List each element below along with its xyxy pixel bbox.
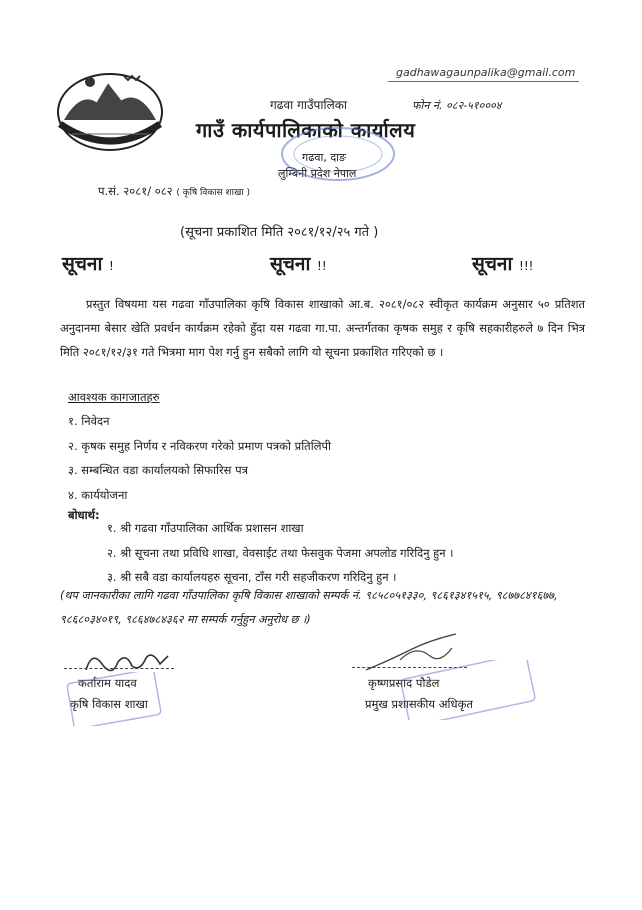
contact-info: (थप जानकारीका लागि गढवा गाँउपालिका कृषि विकास शाखाको सम्पर्क नं. ९८५८०५१३३०, ९८६१३४१५१५, ९८७७८४१६७७, ९८६८०३४०१९, ९८६४७८४३६२ मा सम्पर्क गर्नुहुन अनुरोध छ ।) xyxy=(60,589,558,626)
notice-word: सूचना xyxy=(270,253,311,275)
cc-item: २. श्री सूचना तथा प्रविधि शाखा, वेवसाईट तथा फेसवुक पेजमा अपलोड गरिदिनु हुन । xyxy=(107,546,454,560)
cc-item: ३. श्री सबै वडा कार्यालयहरु सूचना, टाँस गरी सहजीकरण गरिदिनु हुन । xyxy=(107,570,397,584)
notice-heading-1 xyxy=(62,250,114,276)
notice-word: सूचना xyxy=(472,253,513,275)
reference-number-text: प.सं. २०८१/ ०८२ xyxy=(98,184,173,198)
notice-word: सूचना xyxy=(62,253,103,275)
exclamation-mark: ! xyxy=(109,259,114,273)
signatory-left-dept: कृषि विकास शाखा xyxy=(70,697,148,711)
address-line-1: गढवा, दाङ xyxy=(302,151,347,164)
municipality-name: गढवा गाउँपालिका xyxy=(270,98,348,112)
office-stamp xyxy=(278,124,398,184)
notice-heading-3 xyxy=(472,250,533,276)
exclamation-mark: !!! xyxy=(519,259,534,273)
cc-item: १. श्री गढवा गाँउपालिका आर्थिक प्रशासन शाखा xyxy=(107,521,304,535)
cc-title: बोधार्थ: xyxy=(68,508,100,522)
name-stamp-left xyxy=(66,672,162,726)
phone-number: फोन नं. ०८२-५१०००४ xyxy=(412,99,502,112)
notice-heading-2 xyxy=(270,250,327,276)
reference-number xyxy=(98,184,250,199)
office-title: गाउँ कार्यपालिकाको कार्यालय xyxy=(196,118,416,142)
exclamation-mark: !! xyxy=(317,259,327,273)
reference-section: ( कृषि विकास शाखा ) xyxy=(176,188,251,198)
required-docs-title: आवश्यक कागजातहरु xyxy=(68,390,160,404)
address-line-2: लुम्बिनी प्रदेश नेपाल xyxy=(278,167,357,180)
email-address: gadhawagaunpalika@gmail.com xyxy=(396,66,576,79)
notice-body: प्रस्तुत विषयमा यस गढवा गाँउपालिका कृषि विकास शाखाको आ.ब. २०८१/०८२ स्वीकृत कार्यक्रम अनुसार ५० प्रतिशत अनुदानमा बेसार खेति प्रवर्धन कार्यक्रम रहेको हुँदा यस गढवा गा.पा. अन्तर्गतका कृषक समुह र कृषि सहकारीहरुले ७ दिन भित्र मिति २०८१/१२/३१ गते भित्रमा माग पेश गर्नु हुन सबैको लागि यो सूचना प्रकाशित गरिएको छ । xyxy=(60,297,585,359)
required-doc-item: ३. सम्बन्धित वडा कार्यालयको सिफारिस पत्र xyxy=(68,463,248,477)
required-doc-item: १. निवेदन xyxy=(68,414,110,428)
required-doc-item: ४. कार्ययोजना xyxy=(68,488,128,502)
signatory-right-title: प्रमुख प्रशासकीय अधिकृत xyxy=(365,697,473,711)
signatory-right-name: कृष्णप्रसाद पौडेल xyxy=(368,676,440,690)
signatory-left-name: कर्ताराम यादव xyxy=(78,676,137,690)
signature-line-left xyxy=(64,668,174,669)
name-stamp-right xyxy=(398,660,538,720)
required-doc-item: २. कृषक समुह निर्णय र नविकरण गरेको प्रमाण पत्रको प्रतिलिपी xyxy=(68,439,332,453)
publish-date: (सूचना प्रकाशित मिति २०८१/१२/२५ गते ) xyxy=(180,225,379,240)
municipality-emblem xyxy=(50,62,170,158)
